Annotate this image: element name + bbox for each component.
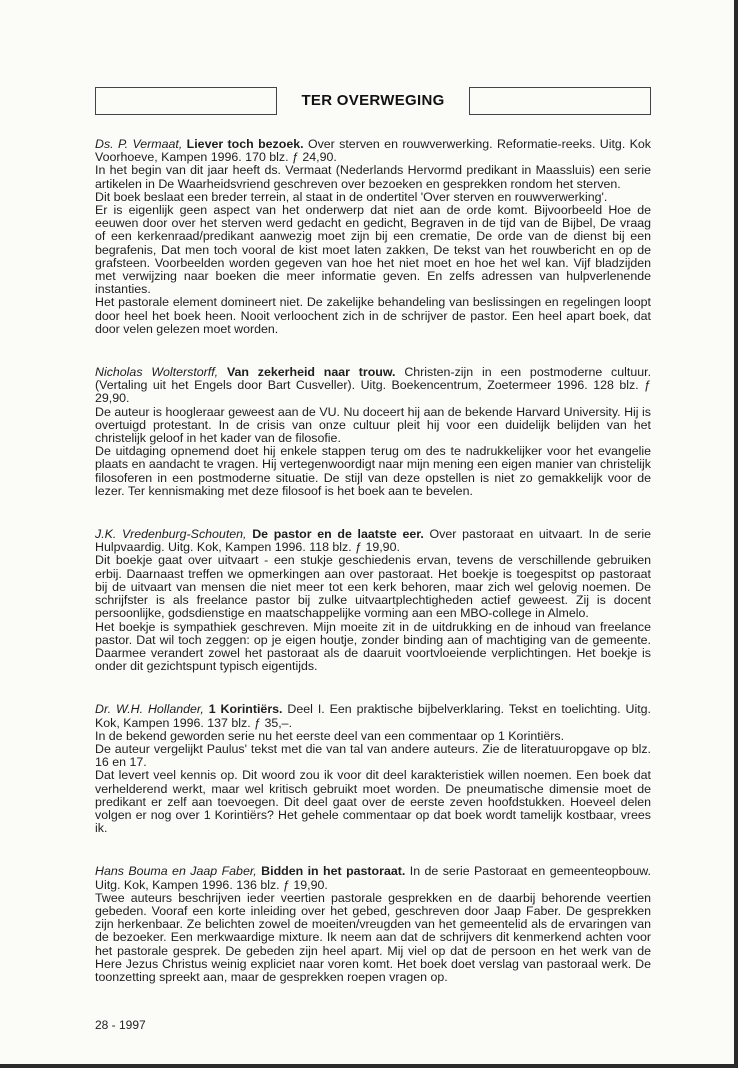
review-paragraph: In het begin van dit jaar heeft ds. Vermaat (Nederlands Hervormd predikant in Maassluis) een serie artikelen in De Waarheidsvriend geschreven over bezoeken en gesprekken rondom het sterven. [95, 163, 651, 191]
review-info: Christen-zijn in een postmoderne cultuur. (Vertaling uit het Engels door Bart Cusveller). Uitg. Boekencentrum, Zoetermeer 1996. 128 blz. ƒ 29,90. [95, 365, 652, 406]
review-paragraph: Er is eigenlijk geen aspect van het onderwerp dat niet aan de orde komt. Bijvoorbeeld Hoe de eeuwen door over het sterven werd gedacht en gedicht, Begraven in de tijd van de Bijbel, De vraag of een kerkenraad/predikant aanwezig moet zijn bij een crematie, De orde van de dienst bij een begrafenis, Dat men toch vooral de kist moet laten zakken, De tekst van het rouwbericht en op de grafsteen. Voorbeelden worden gegeven van hoe het niet moet en hoe het wel kan. Vijf bladzijden met verwijzing naar boeken die meer informatie geven. En zelfs adressen van hulpverlenende instanties. [95, 203, 651, 297]
header-box-left [95, 87, 277, 115]
page-number: 28 - 1997 [95, 1018, 146, 1032]
review-author: J.K. Vredenburg-Schouten, [95, 527, 247, 542]
review-paragraph: Dit boekje gaat over uitvaart - een stukje geschiedenis ervan, tevens de verschillende gebruiken erbij. Daarnaast treffen we opmerkingen aan over pastoraat. Het boekje is toegespitst op pastoraat bij de uitvaart van mensen die niet meer tot een kerk behoren, maar zich wel gelovig noemen. De schrijfster is als freelance pastor bij zulke uitvaartplechtigheden actief geweest. Zij is docent persoonlijke, godsdienstige en maatschappelijke vorming aan een MBO-college in Almelo. [95, 553, 651, 621]
review-item [95, 703, 651, 835]
reviews-list [95, 138, 651, 1014]
review-heading [95, 528, 651, 554]
review-item [95, 528, 651, 673]
scan-edge-right [734, 0, 738, 1068]
review-info: Deel I. Een praktische bijbelverklaring. Tekst en toelichting. Uitg. Kok, Kampen 1996. 137 blz. ƒ 35,–. [95, 702, 651, 730]
review-title: Liever toch bezoek. [186, 137, 304, 151]
header-box-right [469, 87, 651, 115]
section-title: TER OVERWEGING [301, 92, 445, 109]
review-item [95, 865, 651, 984]
review-item [95, 138, 651, 336]
review-title: De pastor en de laatste eer. [252, 527, 424, 542]
review-author: Ds. P. Vermaat, [95, 137, 183, 151]
review-info: Over pastoraat en uitvaart. In de serie Hulpvaardig. Uitg. Kok, Kampen 1996. 118 blz. ƒ 19,90. [95, 527, 651, 555]
review-paragraph: Het boekje is sympathiek geschreven. Mijn moeite zit in de uitdrukking en de inhoud van freelance pastor. Dat wil toch zeggen: op je eigen houtje, zonder binding aan of machtiging van de gemeente. Daarmee verandert zowel het pastoraat als de daaruit voortvloeiende verplichtingen. Het boekje is onder dit gezichtspunt typisch eigentijds. [95, 619, 651, 674]
review-paragraph: Twee auteurs beschrijven ieder veertien pastorale gesprekken en de daarbij behorende veertien gebeden. Vooraf een korte inleiding over het gebed, geschreven door Jaap Faber. De gesprekken zijn herkenbaar. Ze belichten zowel de moeiten/vreugden van het gemeentelid als de ervaringen van de bezoeker. Een merkwaardige mixture. Ik neem aan dat de schrijvers dit kenmerkend achten voor het pastorale gesprek. De gebeden zijn heel apart. Mij viel op dat de persoon en het werk van de Here Jezus Christus weinig expliciet naar voren komt. Het boek doet verslag van pastoraal werk. De toonzetting spreekt aan, maar de gesprekken roepen vragen op. [95, 890, 651, 984]
review-paragraph: Dit boek beslaat een breder terrein, al staat in de ondertitel 'Over sterven en rouwverwerking'. [95, 189, 608, 204]
section-header [95, 87, 651, 117]
review-heading [95, 138, 651, 164]
review-heading [95, 366, 651, 406]
review-info: Over sterven en rouwverwerking. Reformatie-reeks. Uitg. Kok Voorhoeve, Kampen 1996. 170 blz. ƒ 24,90. [95, 137, 651, 165]
review-info: In de serie Pastoraat en gemeenteopbouw. Uitg. Kok, Kampen 1996. 136 blz. ƒ 19,90. [95, 864, 652, 892]
review-heading [95, 703, 651, 729]
review-item [95, 366, 651, 498]
review-paragraph: Dat levert veel kennis op. Dit woord zou ik voor dit deel karakteristiek willen noemen. Een boek dat verhelderend werkt, maar wel kritisch gebruikt moet worden. De pneumatische dimensie moet de predikant er zelf aan toevoegen. Dit deel gaat over de eerste zeven hoofdstukken. Hoeveel delen volgen er nog over 1 Korintiërs? Het gehele commentaar op dat boek wordt tamelijk kostbaar, vrees ik. [95, 768, 651, 836]
review-heading [95, 865, 651, 891]
review-paragraph: De uitdaging opnemend doet hij enkele stappen terug om des te nadrukkelijker voor het evangelie plaats en aandacht te vragen. Hij vertegenwoordigt naar mijn mening een eigen manier van christelijk filosoferen in een postmoderne situatie. De stijl van deze opstellen is niet zo gemakkelijk voor de lezer. Ter kennismaking met deze filosoof is het boek aan te bevelen. [95, 444, 651, 498]
scan-edge-bottom [0, 1064, 738, 1068]
review-title: Van zekerheid naar trouw. [226, 365, 396, 380]
review-paragraph: De auteur vergelijkt Paulus' tekst met die van tal van andere auteurs. Zie de literatuuropgave op blz. 16 en 17. [95, 741, 651, 770]
review-title: 1 Korintiërs. [208, 702, 283, 717]
review-author: Hans Bouma en Jaap Faber, [95, 864, 257, 879]
review-paragraph: De auteur is hoogleraar geweest aan de VU. Nu doceert hij aan de bekende Harvard University. Hij is overtuigd protestant. In de crisis van onze cultuur pleit hij voor een duidelijk belijden van het christelijk geloof in het kader van de filosofie. [95, 404, 651, 446]
review-paragraph: Het pastorale element domineert niet. De zakelijke behandeling van beslissingen en regelingen loopt door heel het boek heen. Nooit verloochent zich in de schrijver de pastor. Een heel apart boek, dat door velen gelezen moet worden. [95, 295, 651, 336]
review-author: Nicholas Wolterstorff, [95, 365, 219, 380]
review-title: Bidden in het pastoraat. [261, 864, 406, 879]
review-paragraph: In de bekend geworden serie nu het eerste deel van een commentaar op 1 Korintiërs. [95, 728, 565, 743]
review-author: Dr. W.H. Hollander, [95, 702, 204, 717]
